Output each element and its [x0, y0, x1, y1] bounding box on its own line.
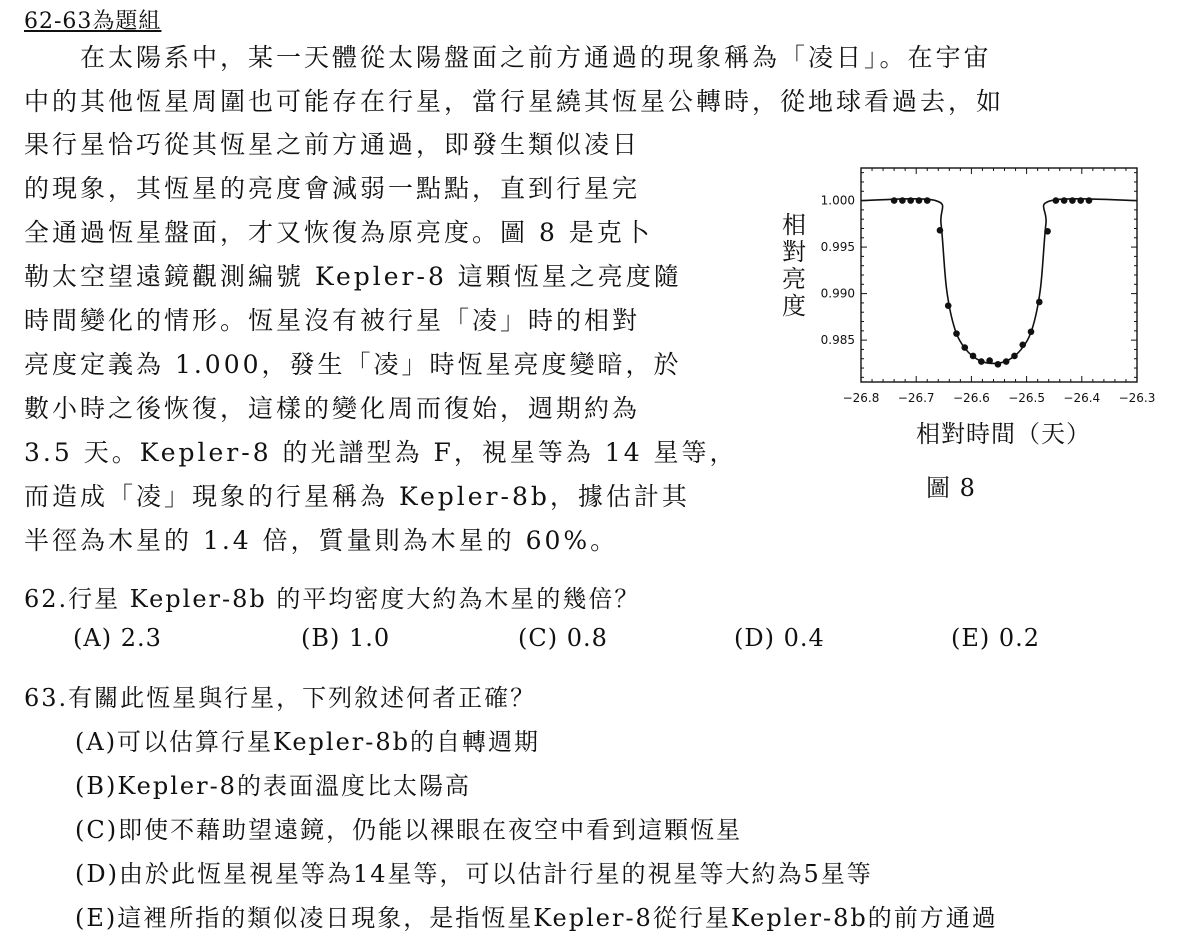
body-line-9: 而造成「凌」現象的行星稱為 Kepler-8b，據估計其: [24, 482, 690, 511]
data-point: [1028, 328, 1035, 335]
data-point: [1069, 197, 1076, 204]
y-tick-label: 1.000: [820, 193, 855, 208]
x-tick-label: −26.8: [842, 391, 880, 405]
y-tick-label: 0.990: [820, 286, 855, 301]
x-tick-label: −26.7: [897, 391, 935, 405]
data-point: [907, 197, 914, 204]
intro-line-1: 在太陽系中，某一天體從太陽盤面之前方通過的現象稱為「凌日」。在宇宙: [24, 43, 992, 72]
data-point: [978, 358, 985, 365]
data-point: [961, 344, 968, 351]
x-tick-label: −26.6: [953, 391, 990, 405]
body-line-6: 亮度定義為 1.000，發生「凌」時恆星亮度變暗，於: [24, 350, 682, 379]
body-line-2: 的現象，其恆星的亮度會減弱一點點，直到行星完: [24, 174, 641, 203]
body-line-5: 時間變化的情形。恆星沒有被行星「凌」時的相對: [24, 306, 641, 335]
data-point: [1036, 299, 1043, 306]
question-group-header: 62-63為題組: [24, 9, 162, 34]
data-point: [937, 227, 944, 234]
x-tick-label: −26.5: [1008, 391, 1045, 405]
body-line-3: 全通過恆星盤面，才又恢復為原亮度。圖 8 是克卜: [24, 218, 653, 247]
ylabel-char: 對: [782, 238, 806, 266]
body-line-1: 果行星恰巧從其恆星之前方通過，即發生類似凌日: [24, 130, 641, 159]
y-tick-label: 0.995: [820, 240, 855, 255]
data-point: [1044, 228, 1051, 235]
q63-option-c[interactable]: (C)即使不藉助望遠鏡，仍能以裸眼在夜空中看到這顆恆星: [75, 816, 743, 844]
data-point: [899, 197, 906, 204]
data-point: [970, 353, 977, 360]
data-point: [924, 197, 931, 204]
figure-caption: 圖 8: [926, 474, 976, 502]
data-point: [1077, 197, 1084, 204]
ylabel-char: 相: [782, 211, 806, 239]
chart-xlabel: 相對時間（天）: [916, 420, 1091, 448]
q63-option-a[interactable]: (A)可以估算行星Kepler-8b的自轉週期: [75, 728, 541, 756]
data-point: [986, 357, 993, 364]
q62-option-c[interactable]: (C) 0.8: [518, 624, 608, 652]
x-tick-label: −26.4: [1063, 391, 1101, 405]
q62-stem: 62.行星 Kepler-8b 的平均密度大約為木星的幾倍？: [24, 585, 641, 613]
body-line-4: 勒太空望遠鏡觀測編號 Kepler-8 這顆恆星之亮度隨: [24, 262, 682, 291]
intro-line-2: 中的其他恆星周圍也可能存在行星，當行星繞其恆星公轉時，從地球看過去，如: [24, 87, 1005, 116]
q63-option-d[interactable]: (D)由於此恆星視星等為14星等，可以估計行星的視星等大約為5星等: [75, 860, 873, 888]
data-point: [1061, 197, 1068, 204]
q62-option-e[interactable]: (E) 0.2: [951, 624, 1041, 652]
data-point: [1053, 197, 1060, 204]
data-point: [945, 302, 952, 309]
data-point: [1003, 358, 1010, 365]
q62-option-b[interactable]: (B) 1.0: [301, 624, 391, 652]
body-line-10: 半徑為木星的 1.4 倍，質量則為木星的 60%。: [24, 526, 619, 555]
transit-light-curve-chart: [805, 160, 1156, 410]
ylabel-char: 度: [782, 292, 806, 320]
q63-option-b[interactable]: (B)Kepler-8的表面溫度比太陽高: [75, 772, 471, 800]
body-line-8: 3.5 天。Kepler-8 的光譜型為 F，視星等為 14 星等，: [24, 438, 738, 467]
data-point: [1086, 197, 1093, 204]
data-point: [891, 197, 898, 204]
body-line-7: 數小時之後恢復，這樣的變化周而復始，週期約為: [24, 394, 641, 423]
model-curve: [861, 199, 1137, 364]
data-point: [916, 197, 923, 204]
x-tick-label: −26.3: [1118, 391, 1156, 405]
y-tick-label: 0.985: [820, 333, 855, 348]
data-point: [995, 361, 1002, 368]
q62-option-a[interactable]: (A) 2.3: [73, 624, 162, 652]
q62-option-d[interactable]: (D) 0.4: [734, 624, 825, 652]
data-point: [1019, 341, 1026, 348]
data-point: [1011, 353, 1018, 360]
q63-stem: 63.有關此恆星與行星，下列敘述何者正確？: [24, 684, 537, 712]
ylabel-char: 亮: [782, 265, 806, 293]
q63-option-e[interactable]: (E)這裡所指的類似凌日現象，是指恆星Kepler-8從行星Kepler-8b的前方通過: [75, 904, 998, 932]
data-point: [953, 330, 960, 337]
